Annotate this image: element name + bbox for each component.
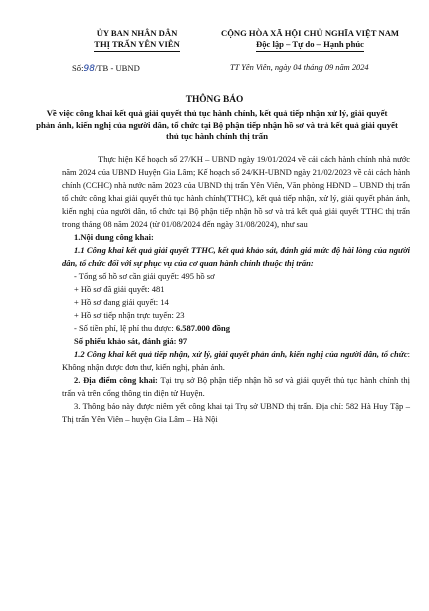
stat-fees [62, 322, 410, 335]
stat-online: + Hồ sơ tiếp nhận trực tuyến: 23 [74, 310, 185, 320]
section-3: 3. Thông báo này được niêm yết công khai tại Trụ sở UBND thị trấn. Địa chỉ: 582 Hà Huy Tập – Thị trấn Yên Viên – huyện Gia Lâm – Hà Nội [62, 401, 410, 424]
authority-line-2: THỊ TRẤN YÊN VIÊN [94, 39, 180, 52]
fee-value: 6.587.000 đồng [175, 323, 230, 333]
section-1-2-text: : Không nhận được đơn thư, kiến nghị, phản ánh. [62, 349, 410, 372]
country-name: CỘNG HÒA XÃ HỘI CHỦ NGHĨA VIỆT NAM [220, 28, 400, 38]
section-1-heading: 1.Nội dung công khai: [74, 232, 154, 242]
document-title: THÔNG BÁO [185, 95, 244, 105]
document-subtitle: Về việc công khai kết quả giải quyết thủ tục hành chính, kết quả tiếp nhận xử lý, giải quyết phản ánh, kiến nghị của người dân, tổ chức tại Bộ phận tiếp nhận hồ sơ và trả kết quả giải quyết thủ tục hành chính thị trấn [36, 108, 398, 142]
document-number [72, 63, 140, 74]
stat-pending: + Hồ sơ đang giải quyết: 14 [74, 297, 169, 307]
intro-paragraph: Thực hiện Kế hoạch số 27/KH – UBND ngày 19/01/2024 về cải cách hành chính nhà nước năm 2024 của UBND Huyện Gia Lâm; Kế hoạch số 24/KH-UBND ngày 21/02/2023 về cải cách hành chính (CCHC) nhà nước năm 2023 của UBND thị trấn Yên Viên, Văn phòng HĐND – UBND thị trấn tổ chức công khai giải quyết thủ tục hành chính(TTHC), kết quả tiếp nhận, xử lý, giải quyết phản ánh, kiến nghị của người dân, tổ chức tại Bộ phận tiếp nhận hồ sơ và trả kết quả giải quyết TTHC thị trấn trong tháng 08 năm 2024 (từ 01/08/2024 đến ngày 31/08/2024), như sau [62, 154, 410, 229]
section-1-1-heading: 1.1 Công khai kết quả giải quyết TTHC, kết quả khảo sát, đánh giá mức độ hài lòng của người dân, tổ chức đối với sự phục vụ của cơ quan hành chính thuộc thị trấn: [62, 245, 410, 268]
section-2-label: 2. Địa điểm công khai: [74, 375, 158, 385]
section-1-2-heading: 1.2 Công khai kết quả tiếp nhận, xử lý, giải quyết phản ánh, kiến nghị của người dân, tổ chức [74, 349, 408, 359]
place-and-date: TT Yên Viên, ngày 04 tháng 09 năm 2024 [230, 63, 369, 72]
section-2-text: Tại trụ sở Bộ phận tiếp nhận hồ sơ và giải quyết thủ tục hành chính thị trấn và trên cổng thông tin điện tử Huyện. [62, 375, 410, 398]
number-prefix: Số: [72, 63, 84, 73]
national-motto: Độc lập – Tự do – Hạnh phúc [256, 39, 364, 52]
handwritten-number: 98 [83, 64, 95, 74]
number-suffix: /TB - UBND [94, 63, 140, 73]
stat-resolved: + Hồ sơ đã giải quyết: 481 [74, 284, 165, 294]
fee-label: - Số tiền phí, lệ phí thu được: [74, 323, 176, 333]
national-header [205, 28, 415, 52]
survey-count: Số phiếu khảo sát, đánh giá: 97 [74, 336, 188, 346]
section-1-2 [62, 348, 410, 374]
authority-line-1: ỦY BAN NHÂN DÂN [96, 28, 178, 38]
stat-total: - Tổng số hồ sơ cần giải quyết: 495 hồ sơ [74, 271, 215, 281]
document-body [62, 153, 410, 426]
section-2 [62, 374, 410, 400]
issuing-authority [62, 28, 212, 52]
